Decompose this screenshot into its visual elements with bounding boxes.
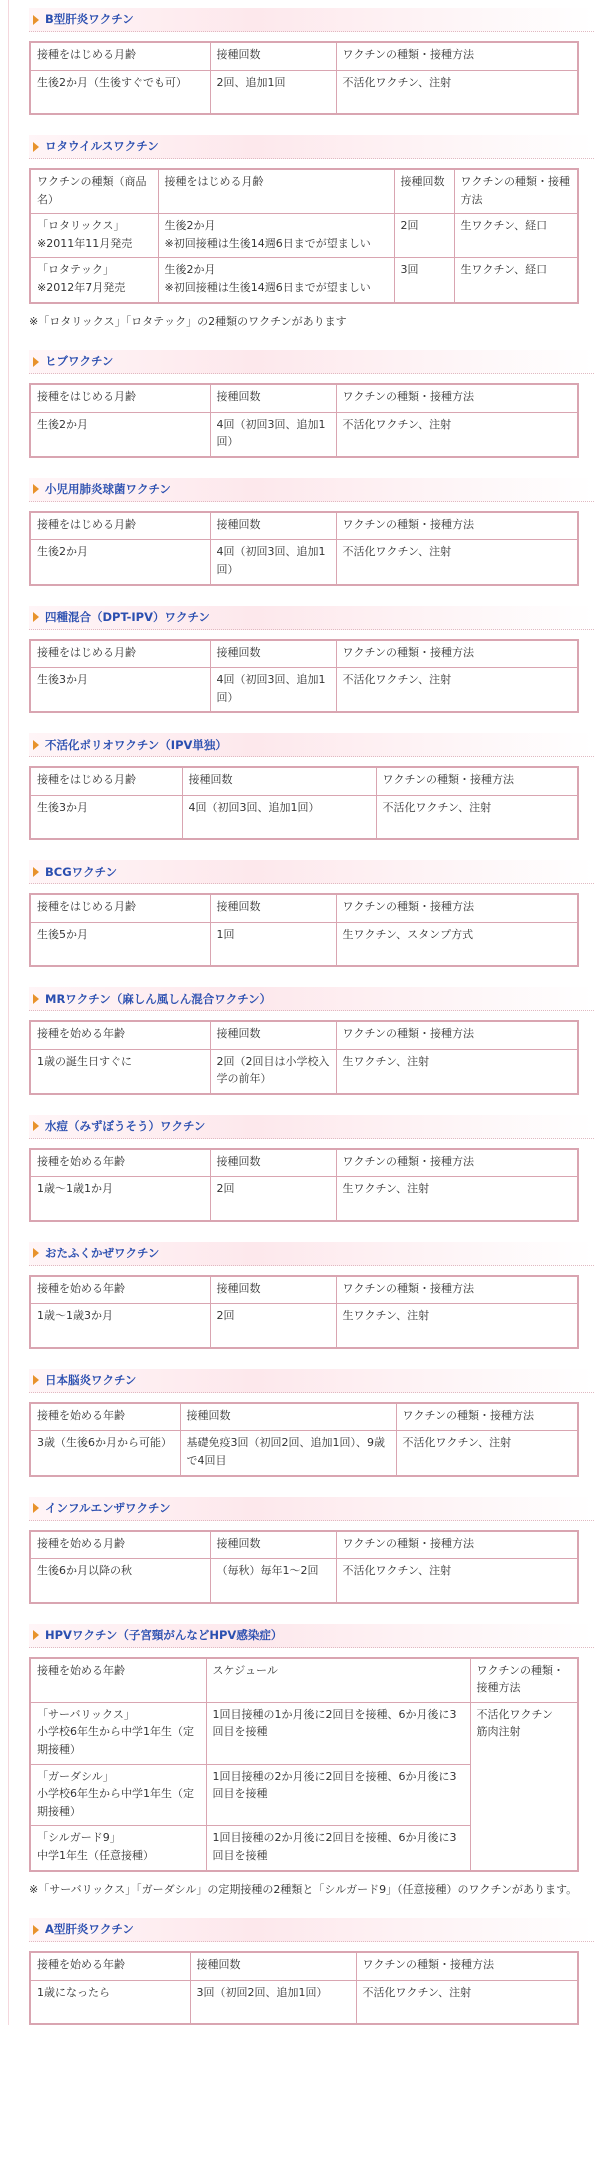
- table-header-row: [30, 1531, 578, 1559]
- table-cell: 不活化ワクチン、注射: [336, 668, 578, 713]
- table-cell: 不活化ワクチン、注射: [336, 1559, 578, 1603]
- vaccine-table: [29, 383, 579, 458]
- table-cell: 1回: [210, 922, 336, 966]
- table-cell: 「ロタテック」 ※2012年7月発売: [30, 258, 158, 303]
- section-title: BCGワクチン: [45, 864, 118, 879]
- table-header-row: [30, 169, 578, 214]
- table-header-row: [30, 640, 578, 668]
- header-cell: 接種をはじめる月齢: [30, 42, 210, 70]
- table-header-row: [30, 512, 578, 540]
- vaccine-table: [29, 766, 579, 840]
- table-cell: 4回（初回3回、追加1回）: [210, 540, 336, 585]
- table-cell: 生ワクチン、スタンプ方式: [336, 922, 578, 966]
- table-header-row: [30, 1658, 578, 1703]
- table-cell: 「ガーダシル」 小学校6年生から中学1年生（定期接種）: [30, 1764, 206, 1826]
- vaccine-section-mr: [29, 987, 594, 1095]
- header-cell: スケジュール: [206, 1658, 470, 1703]
- header-cell: 接種回数: [180, 1403, 396, 1431]
- triangle-bullet-icon: [33, 357, 39, 367]
- table-cell: 生ワクチン、経口: [454, 214, 578, 258]
- vaccine-table: [29, 1951, 579, 2025]
- section-heading: [29, 1242, 594, 1266]
- header-cell: 接種回数: [210, 1021, 336, 1049]
- vaccine-section-hepb: [29, 8, 594, 115]
- triangle-bullet-icon: [33, 994, 39, 1004]
- header-cell: ワクチンの種類・接種方法: [336, 42, 578, 70]
- table-cell: 生後3か月: [30, 795, 182, 839]
- table-row: [30, 214, 578, 258]
- table-header-row: [30, 767, 578, 795]
- header-cell: 接種を始める年齢: [30, 1149, 210, 1177]
- table-header-row: [30, 1952, 578, 1980]
- header-cell: ワクチンの種類・接種方法: [356, 1952, 578, 1980]
- header-cell: 接種をはじめる月齢: [30, 767, 182, 795]
- header-cell: 接種回数: [394, 169, 454, 214]
- header-cell: ワクチンの種類・接種方法: [336, 640, 578, 668]
- vaccine-table: [29, 639, 579, 714]
- table-row: [30, 258, 578, 303]
- section-title: 日本脳炎ワクチン: [45, 1373, 137, 1388]
- table-cell: 3回（初回2回、追加1回）: [190, 1980, 356, 2024]
- header-cell: ワクチンの種類・接種方法: [336, 894, 578, 922]
- table-cell: 2回: [210, 1304, 336, 1348]
- table-cell: 2回: [210, 1177, 336, 1221]
- table-row: [30, 540, 578, 585]
- header-cell: 接種をはじめる月齢: [30, 384, 210, 412]
- section-title: 不活化ポリオワクチン（IPV単独）: [45, 737, 227, 752]
- vaccine-list-page: [8, 0, 616, 2025]
- header-cell: ワクチンの種類（商品名）: [30, 169, 158, 214]
- table-cell: 4回（初回3回、追加1回）: [210, 412, 336, 457]
- table-cell: 生ワクチン、経口: [454, 258, 578, 303]
- triangle-bullet-icon: [33, 1925, 39, 1935]
- header-cell: 接種回数: [210, 1276, 336, 1304]
- section-heading: [29, 1918, 594, 1942]
- header-cell: ワクチンの種類・接種方法: [336, 512, 578, 540]
- table-row: [30, 412, 578, 457]
- triangle-bullet-icon: [33, 1630, 39, 1640]
- table-cell: 生後2か月: [30, 412, 210, 457]
- header-cell: ワクチンの種類・接種方法: [336, 384, 578, 412]
- header-cell: 接種をはじめる月齢: [30, 640, 210, 668]
- triangle-bullet-icon: [33, 867, 39, 877]
- section-title: A型肝炎ワクチン: [45, 1922, 134, 1937]
- table-cell: 2回（2回目は小学校入学の前年）: [210, 1049, 336, 1094]
- vaccine-section-mumps: [29, 1242, 594, 1349]
- header-cell: ワクチンの種類・接種方法: [336, 1531, 578, 1559]
- header-cell: 接種を始める年齢: [30, 1403, 180, 1431]
- header-cell: 接種回数: [182, 767, 376, 795]
- table-cell: 1回目接種の2か月後に2回目を接種、6か月後に3回目を接種: [206, 1764, 470, 1826]
- triangle-bullet-icon: [33, 1503, 39, 1513]
- table-header-row: [30, 894, 578, 922]
- vaccine-section-hib: [29, 350, 594, 458]
- table-cell: 3回: [394, 258, 454, 303]
- header-cell: 接種をはじめる月齢: [158, 169, 394, 214]
- section-heading: [29, 733, 594, 757]
- table-row: [30, 668, 578, 713]
- header-cell: 接種を始める月齢: [30, 1531, 210, 1559]
- table-cell: 2回: [394, 214, 454, 258]
- triangle-bullet-icon: [33, 15, 39, 25]
- vaccine-section-dpt: [29, 606, 594, 714]
- table-cell: 生ワクチン、注射: [336, 1177, 578, 1221]
- table-cell: 基礎免疫3回（初回2回、追加1回）、9歳で4回目: [180, 1431, 396, 1476]
- triangle-bullet-icon: [33, 484, 39, 494]
- table-row: [30, 1049, 578, 1094]
- section-title: ロタウイルスワクチン: [45, 139, 159, 154]
- table-cell: 1回目接種の1か月後に2回目を接種、6か月後に3回目を接種: [206, 1702, 470, 1764]
- header-cell: 接種回数: [210, 1149, 336, 1177]
- table-cell: 1回目接種の2か月後に2回目を接種、6か月後に3回目を接種: [206, 1826, 470, 1871]
- table-cell: 生後6か月以降の秋: [30, 1559, 210, 1603]
- vaccine-table: [29, 1530, 579, 1604]
- table-cell: 「シルガード9」 中学1年生（任意接種）: [30, 1826, 206, 1871]
- header-cell: 接種回数: [210, 894, 336, 922]
- table-cell: 生後2か月: [30, 540, 210, 585]
- header-cell: 接種回数: [210, 42, 336, 70]
- table-cell: 生後2か月 ※初回接種は生後14週6日までが望ましい: [158, 214, 394, 258]
- section-title: インフルエンザワクチン: [45, 1500, 171, 1515]
- table-header-row: [30, 1403, 578, 1431]
- table-cell: 生ワクチン、注射: [336, 1304, 578, 1348]
- header-cell: 接種回数: [210, 384, 336, 412]
- header-cell: 接種をはじめる月齢: [30, 512, 210, 540]
- vaccine-table: [29, 1275, 579, 1349]
- header-cell: ワクチンの種類・接種方法: [336, 1149, 578, 1177]
- section-heading: [29, 1497, 594, 1521]
- header-cell: 接種をはじめる月齢: [30, 894, 210, 922]
- table-cell: 3歳（生後6か月から可能）: [30, 1431, 180, 1476]
- triangle-bullet-icon: [33, 740, 39, 750]
- vaccine-table: [29, 1402, 579, 1477]
- table-row: [30, 1304, 578, 1348]
- vaccine-section-pcv: [29, 478, 594, 586]
- table-cell: 不活化ワクチン、注射: [356, 1980, 578, 2024]
- table-cell: 4回（初回3回、追加1回）: [182, 795, 376, 839]
- table-row: [30, 1702, 578, 1764]
- table-row: [30, 70, 578, 114]
- section-title: おたふくかぜワクチン: [45, 1246, 160, 1261]
- table-cell: 1歳になったら: [30, 1980, 190, 2024]
- table-cell: 生後5か月: [30, 922, 210, 966]
- table-cell: 1歳～1歳3か月: [30, 1304, 210, 1348]
- vaccine-table: [29, 41, 579, 115]
- vaccine-table: [29, 511, 579, 586]
- header-cell: 接種回数: [210, 640, 336, 668]
- table-cell: 「サーバリックス」 小学校6年生から中学1年生（定期接種）: [30, 1702, 206, 1764]
- vaccine-section-hpv: [29, 1624, 594, 1899]
- table-row: [30, 795, 578, 839]
- header-cell: ワクチンの種類・接種方法: [470, 1658, 578, 1703]
- table-row: [30, 1177, 578, 1221]
- table-cell: 1歳～1歳1か月: [30, 1177, 210, 1221]
- vaccine-section-hepa: [29, 1918, 594, 2025]
- header-cell: 接種回数: [210, 512, 336, 540]
- table-cell: 不活化ワクチン、注射: [376, 795, 578, 839]
- header-cell: ワクチンの種類・接種方法: [336, 1276, 578, 1304]
- section-title: 小児用肺炎球菌ワクチン: [45, 482, 171, 497]
- vaccine-table: [29, 1657, 579, 1872]
- triangle-bullet-icon: [33, 1375, 39, 1385]
- vaccine-table: [29, 1020, 579, 1095]
- header-cell: ワクチンの種類・接種方法: [376, 767, 578, 795]
- table-row: [30, 922, 578, 966]
- table-cell: 生後3か月: [30, 668, 210, 713]
- triangle-bullet-icon: [33, 1121, 39, 1131]
- table-cell: 2回、追加1回: [210, 70, 336, 114]
- vaccine-section-bcg: [29, 860, 594, 967]
- triangle-bullet-icon: [33, 142, 39, 152]
- table-cell: 不活化ワクチン、注射: [396, 1431, 578, 1476]
- vaccine-table: [29, 1148, 579, 1222]
- vaccine-section-rota: [29, 135, 594, 330]
- section-heading: [29, 350, 594, 374]
- vaccine-section-je: [29, 1369, 594, 1477]
- section-heading: [29, 1115, 594, 1139]
- section-title: MRワクチン（麻しん風しん混合ワクチン）: [45, 991, 272, 1006]
- table-header-row: [30, 1021, 578, 1049]
- section-heading: [29, 1624, 594, 1648]
- table-cell: 生後2か月（生後すぐでも可）: [30, 70, 210, 114]
- section-heading: [29, 860, 594, 884]
- table-cell: 生ワクチン、注射: [336, 1049, 578, 1094]
- table-cell: 1歳の誕生日すぐに: [30, 1049, 210, 1094]
- table-cell: 「ロタリックス」 ※2011年11月発売: [30, 214, 158, 258]
- table-row: [30, 1431, 578, 1476]
- table-header-row: [30, 384, 578, 412]
- header-cell: ワクチンの種類・接種方法: [336, 1021, 578, 1049]
- vaccine-section-ipv: [29, 733, 594, 840]
- triangle-bullet-icon: [33, 1248, 39, 1258]
- table-cell: 不活化ワクチン、注射: [336, 70, 578, 114]
- section-title: HPVワクチン（子宮頸がんなどHPV感染症）: [45, 1627, 283, 1642]
- section-note: ※「ロタリックス」「ロタテック」の2種類のワクチンがあります: [29, 314, 347, 328]
- header-cell: 接種を始める年齢: [30, 1021, 210, 1049]
- vaccine-table: [29, 893, 579, 967]
- section-heading: [29, 1369, 594, 1393]
- table-header-row: [30, 42, 578, 70]
- section-heading: [29, 478, 594, 502]
- section-title: 四種混合（DPT-IPV）ワクチン: [45, 609, 210, 624]
- header-cell: 接種回数: [190, 1952, 356, 1980]
- section-heading: [29, 8, 594, 32]
- table-cell: 不活化ワクチン 筋肉注射: [470, 1702, 578, 1870]
- table-row: [30, 1559, 578, 1603]
- vaccine-section-varicella: [29, 1115, 594, 1222]
- table-cell: 4回（初回3回、追加1回）: [210, 668, 336, 713]
- triangle-bullet-icon: [33, 612, 39, 622]
- table-header-row: [30, 1276, 578, 1304]
- header-cell: 接種を始める年齢: [30, 1952, 190, 1980]
- section-heading: [29, 135, 594, 159]
- vaccine-table: [29, 168, 579, 304]
- header-cell: ワクチンの種類・接種方法: [396, 1403, 578, 1431]
- table-cell: （毎秋）毎年1～2回: [210, 1559, 336, 1603]
- vaccine-section-flu: [29, 1497, 594, 1604]
- section-title: 水痘（みずぼうそう）ワクチン: [45, 1119, 206, 1134]
- section-heading: [29, 987, 594, 1011]
- header-cell: ワクチンの種類・接種方法: [454, 169, 578, 214]
- header-cell: 接種を始める年齢: [30, 1658, 206, 1703]
- table-row: [30, 1980, 578, 2024]
- header-cell: 接種回数: [210, 1531, 336, 1559]
- table-cell: 生後2か月 ※初回接種は生後14週6日までが望ましい: [158, 258, 394, 303]
- table-header-row: [30, 1149, 578, 1177]
- header-cell: 接種を始める年齢: [30, 1276, 210, 1304]
- section-heading: [29, 606, 594, 630]
- section-title: B型肝炎ワクチン: [45, 12, 134, 27]
- table-cell: 不活化ワクチン、注射: [336, 412, 578, 457]
- section-title: ヒブワクチン: [45, 354, 114, 369]
- section-note: ※「サーバリックス」「ガーダシル」の定期接種の2種類と「シルガード9」（任意接種）のワクチンがあります。: [29, 1882, 578, 1896]
- table-cell: 不活化ワクチン、注射: [336, 540, 578, 585]
